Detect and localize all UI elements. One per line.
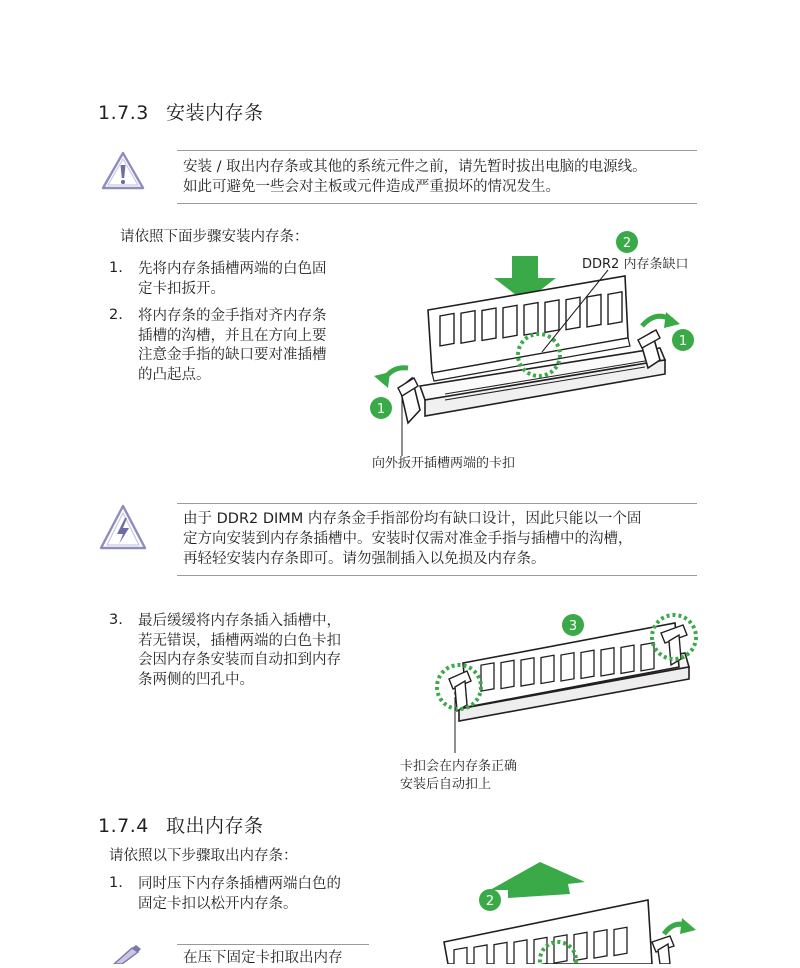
figure-clips-locked	[425, 605, 705, 755]
note-rule-bottom	[177, 575, 697, 576]
lightning-triangle-icon	[98, 503, 148, 553]
left-clip	[398, 378, 420, 423]
step-number: 1.	[109, 260, 123, 276]
step-text: 同时压下内存条插槽两端白色的 固定卡扣以松开内存条。	[138, 876, 341, 912]
note-rule-bottom	[177, 203, 697, 204]
step-text: 最后缓缓将内存条插入插槽中， 若无错误，插槽两端的白色卡扣 会因内存条安装而自动扣到内存 条两侧的凹孔中。	[138, 613, 341, 688]
svg-text:2: 2	[622, 236, 632, 251]
note-rule-top	[177, 944, 369, 945]
figure1-caption: 向外扳开插槽两端的卡扣	[372, 456, 516, 471]
pen-icon	[108, 944, 144, 964]
svg-text:3: 3	[568, 619, 578, 634]
step-text: 先将内存条插槽两端的白色固 定卡扣扳开。	[138, 261, 327, 297]
notch-label: DDR2 内存条缺口	[582, 257, 689, 272]
up-arrow-icon	[490, 862, 585, 898]
bottom-note-text: 在压下固定卡扣取出内存	[183, 950, 343, 966]
note-rule-top	[177, 503, 697, 504]
svg-text:1: 1	[376, 402, 386, 417]
step-number: 2.	[109, 307, 123, 323]
section-number: 1.7.4	[98, 815, 149, 837]
exclamation-triangle-icon	[100, 150, 146, 192]
install-intro: 请依照下面步骤安装内存条：	[120, 229, 309, 245]
section-title: 取出内存条	[166, 815, 264, 837]
svg-text:2: 2	[485, 894, 495, 909]
step-number: 3.	[109, 612, 123, 628]
right-clip	[652, 936, 674, 964]
step-text: 将内存条的金手指对齐内存条 插槽的沟槽，并且在方向上要 注意金手指的缺口要对准插槽 的凸起点。	[138, 308, 327, 383]
figure-remove-module	[430, 860, 705, 964]
section-heading-1-7-3	[98, 98, 264, 125]
warning-note-text: 由于 DDR2 DIMM 内存条金手指部份均有缺口设计，因此只能以一个固 定方向安装到内存条插槽中。安装时仅需对准金手指与插槽中的沟槽， 再轻轻安装内存条即可。请勿强制插入以免损及内存条。	[183, 511, 642, 567]
remove-intro: 请依照以下步骤取出内存条：	[109, 848, 298, 864]
memory-module	[444, 900, 652, 964]
svg-text:1: 1	[678, 334, 688, 349]
section-heading-1-7-4	[98, 811, 264, 838]
note-rule-top	[177, 150, 697, 151]
caution-note-text: 安装 / 取出内存条或其他的系统元件之前，请先暂时拔出电脑的电源线。 如此可避免一些会对主板或元件造成严重损坏的情况发生。	[183, 159, 647, 195]
section-number: 1.7.3	[98, 102, 149, 124]
step-number: 1.	[109, 875, 123, 891]
figure2-caption: 卡扣会在内存条正确 安装后自动扣上	[400, 759, 518, 792]
section-title: 安装内存条	[166, 102, 264, 124]
